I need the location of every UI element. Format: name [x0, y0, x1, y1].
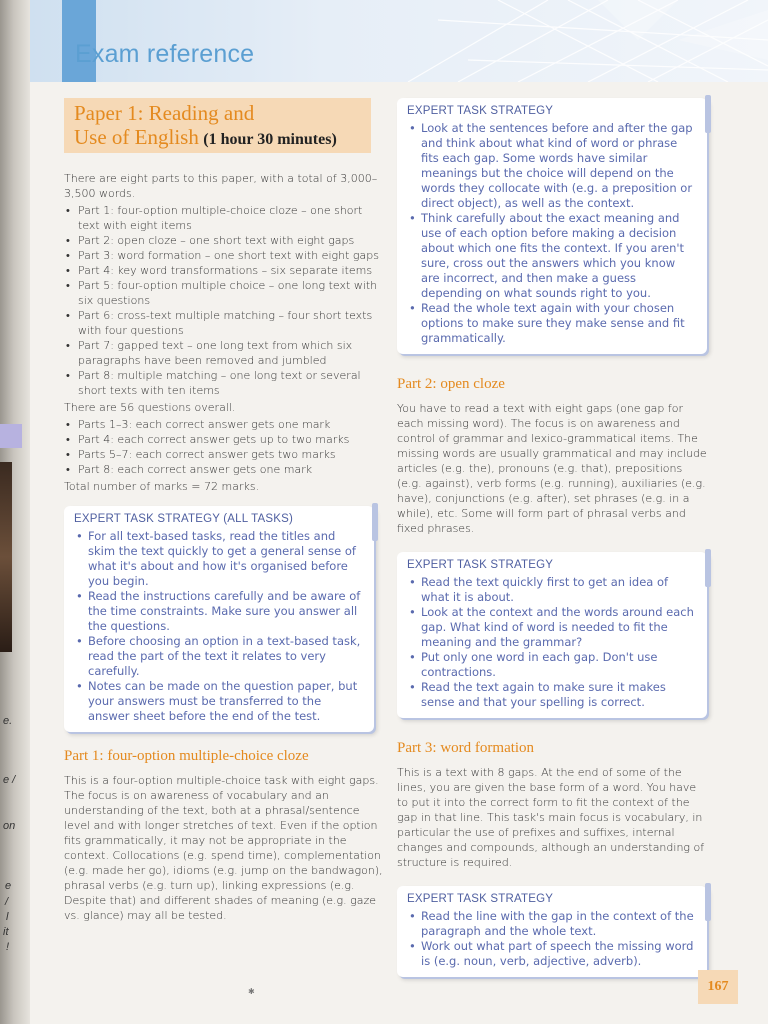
list-item: • Notes can be made on the question paper, but your answers must be transferred to the answer sheet before the end of the test.: [74, 679, 364, 724]
previous-page-fragment: l: [6, 911, 9, 923]
strategy-heading: EXPERT TASK STRATEGY: [407, 559, 554, 571]
previous-page-fragment: e /: [3, 774, 16, 786]
previous-page-fragment: it: [3, 926, 9, 938]
strategy-list: [407, 909, 697, 969]
list-item: • Part 2: open cloze – one short text with eight gaps: [64, 233, 384, 248]
strategy-box-part1: [397, 98, 707, 354]
paper-title-line1: Paper 1: Reading and: [74, 101, 255, 125]
previous-page-fragment: /: [5, 896, 9, 908]
strategy-heading: EXPERT TASK STRATEGY: [407, 105, 554, 117]
list-item: • Look at the context and the words around each gap. What kind of word is needed to fit the meaning and the grammar?: [407, 605, 697, 650]
list-item: • Part 5: four-option multiple choice – one long text with six questions: [64, 278, 384, 308]
list-item: • Before choosing an option in a text-based task, read the part of the text it relates to very carefully.: [74, 634, 364, 679]
strategy-list: [407, 575, 697, 710]
paper-overview: [64, 171, 384, 494]
part2-heading: Part 2: open cloze: [397, 376, 505, 392]
paper-title-box: [64, 98, 371, 153]
list-item: • Part 8: multiple matching – one long text or several short texts with ten items: [64, 368, 384, 398]
previous-page-band: [0, 424, 22, 448]
right-column: [397, 98, 709, 977]
list-item: • Look at the sentences before and after the gap and think about what kind of word or phrase fits each gap. Some words have similar meanings but the choice will depend on the words they collocate with (e.g. a preposition or direct object), as well as the context.: [407, 121, 697, 211]
header-decoration: [348, 0, 768, 82]
list-item: • Part 6: cross-text multiple matching – four short texts with four questions: [64, 308, 384, 338]
list-item: • Read the text again to make sure it makes sense and that your spelling is correct.: [407, 680, 697, 710]
list-item: • Work out what part of speech the missing word is (e.g. noun, verb, adjective, adverb).: [407, 939, 697, 969]
list-item: • Read the text quickly first to get an idea of what it is about.: [407, 575, 697, 605]
list-item: • Read the line with the gap in the context of the paragraph and the whole text.: [407, 909, 697, 939]
previous-page-fragment: e.: [3, 715, 13, 727]
strategy-list: [74, 529, 364, 724]
list-item: • Think carefully about the exact meaning and use of each option before making a decision about which one fits the context. If you aren't sure, cross out the answers which you know are incorrect, and then make a guess depending on what sounds right to you.: [407, 211, 697, 301]
list-item: • Part 1: four-option multiple-choice cloze – one short text with eight items: [64, 203, 384, 233]
paper-title-line2: Use of English: [74, 125, 199, 149]
list-item: • Read the instructions carefully and be aware of the time constraints. Make sure you answer all the questions.: [74, 589, 364, 634]
list-item: • Part 4: key word transformations – six separate items: [64, 263, 384, 278]
overview-intro: There are eight parts to this paper, with a total of 3,000–3,500 words.: [64, 172, 378, 200]
ink-mark: ✱: [248, 987, 255, 996]
total-marks: Total number of marks = 72 marks.: [64, 480, 260, 493]
page-header: [30, 0, 768, 82]
list-item: • Part 8: each correct answer gets one mark: [64, 462, 384, 477]
part1-heading: Part 1: four-option multiple-choice cloze: [64, 748, 309, 764]
marks-list: [64, 417, 384, 477]
list-item: • Parts 5–7: each correct answer gets two marks: [64, 447, 384, 462]
questions-overall: There are 56 questions overall.: [64, 401, 236, 414]
paper-duration: (1 hour 30 minutes): [203, 131, 337, 148]
list-item: • Part 3: word formation – one short text with eight gaps: [64, 248, 384, 263]
strategy-heading: EXPERT TASK STRATEGY (ALL TASKS): [74, 513, 294, 525]
book-page: [30, 0, 768, 1024]
left-column: [64, 98, 384, 923]
page-number: 167: [698, 970, 738, 1004]
parts-list: [64, 203, 384, 398]
strategy-list: [407, 121, 697, 346]
strategy-heading: EXPERT TASK STRATEGY: [407, 893, 554, 905]
list-item: • Put only one word in each gap. Don't use contractions.: [407, 650, 697, 680]
strategy-box-part3: [397, 886, 707, 977]
previous-page-photo: [0, 462, 12, 652]
section-title: Exam reference: [75, 40, 255, 68]
part3-text: This is a text with 8 gaps. At the end of some of the lines, you are given the base form of a word. You have to put it into the correct form to fit the context of the gap in that line. This task's main focus is vocabulary, in particular the use of prefixes and suffixes, internal changes and compounds, although an understanding of structure is required.: [397, 766, 705, 869]
list-item: • For all text-based tasks, read the titles and skim the text quickly to get a general sense of what it's about and how it's organised before you begin.: [74, 529, 364, 589]
part3-heading: Part 3: word formation: [397, 740, 535, 756]
previous-page-fragment: e: [5, 880, 12, 892]
previous-page-fragment: on: [3, 820, 16, 832]
list-item: • Read the whole text again with your chosen options to make sure they make sense and fit grammatically.: [407, 301, 697, 346]
list-item: • Parts 1–3: each correct answer gets one mark: [64, 417, 384, 432]
previous-page-fragment: !: [6, 941, 10, 953]
list-item: • Part 7: gapped text – one long text from which six paragraphs have been removed and jumbled: [64, 338, 384, 368]
part2-text: You have to read a text with eight gaps (one gap for each missing word). The focus is on awareness and control of grammar and lexico-grammatical items. The missing words are usually grammatical and may include articles (e.g. the), pronouns (e.g. that), prepositions (e.g. against), verb forms (e.g. running), auxiliaries (e.g. have), conjunctions (e.g. after), set phrases (e.g. in a while), etc. Some will form part of phrasal verbs and fixed phrases.: [397, 402, 707, 535]
list-item: • Part 4: each correct answer gets up to two marks: [64, 432, 384, 447]
strategy-box-part2: [397, 552, 707, 718]
part1-text: This is a four-option multiple-choice task with eight gaps. The focus is on awareness of vocabulary and an understanding of the text, both at a phrasal/sentence level and with longer stretches of text. Even if the option fits grammatically, it may not be appropriate in the context. Collocations (e.g. spend time), complementation (e.g. made her go), idioms (e.g. jump on the bandwagon), phrasal verbs (e.g. turn up), linking expressions (e.g. Despite that) and different shades of meaning (e.g. gaze vs. glance) may all be tested.: [64, 774, 383, 922]
strategy-box-all-tasks: [64, 506, 374, 732]
